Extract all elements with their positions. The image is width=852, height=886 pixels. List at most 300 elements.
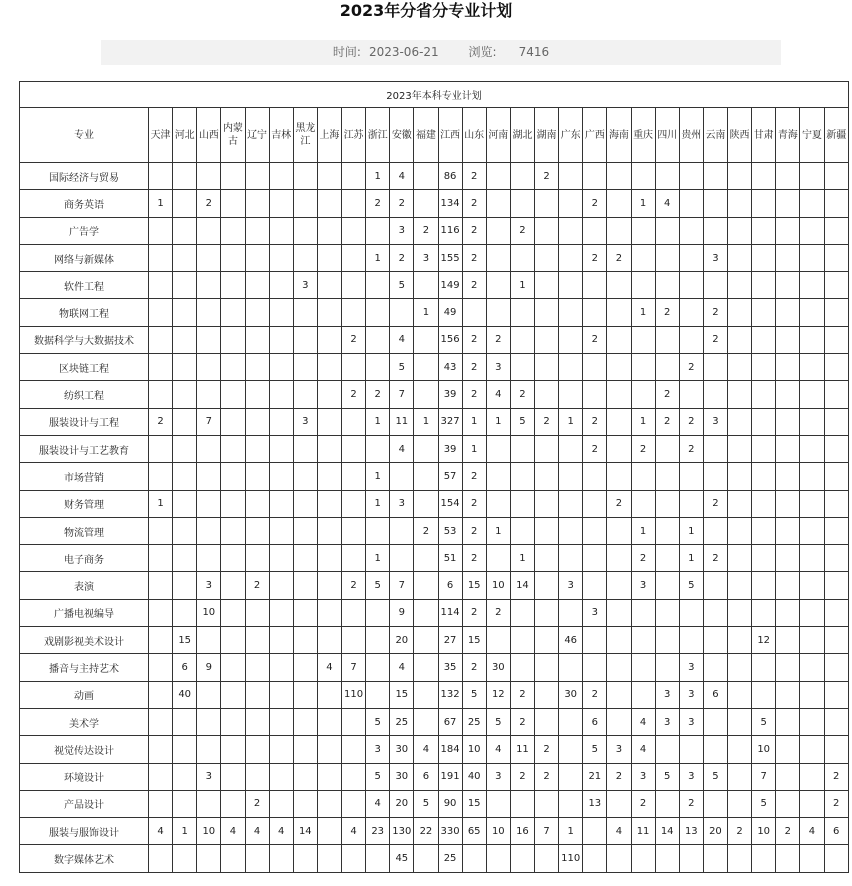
plan-count-cell: 2 bbox=[462, 599, 486, 626]
plan-count-cell bbox=[800, 244, 824, 271]
plan-count-cell bbox=[679, 217, 703, 244]
plan-count-cell bbox=[824, 545, 848, 572]
plan-count-cell bbox=[366, 681, 390, 708]
plan-count-cell: 2 bbox=[149, 408, 173, 435]
plan-count-cell bbox=[342, 545, 366, 572]
province-header: 贵州 bbox=[679, 108, 703, 163]
plan-count-cell bbox=[655, 435, 679, 462]
table-row bbox=[20, 517, 849, 544]
plan-count-cell: 15 bbox=[462, 572, 486, 599]
plan-count-cell: 30 bbox=[559, 681, 583, 708]
plan-count-cell bbox=[317, 381, 341, 408]
plan-count-cell: 5 bbox=[366, 763, 390, 790]
page-title: 2023年分省分专业计划 bbox=[339, 1, 513, 20]
plan-count-cell bbox=[221, 217, 245, 244]
major-name: 纺织工程 bbox=[20, 381, 149, 408]
plan-count-cell bbox=[486, 299, 510, 326]
plan-count-cell: 7 bbox=[197, 408, 221, 435]
plan-count-cell bbox=[149, 217, 173, 244]
plan-count-cell bbox=[800, 381, 824, 408]
plan-count-cell bbox=[173, 490, 197, 517]
plan-count-cell bbox=[269, 517, 293, 544]
plan-count-cell bbox=[655, 627, 679, 654]
plan-count-cell: 2 bbox=[342, 326, 366, 353]
plan-count-cell bbox=[752, 654, 776, 681]
plan-count-cell bbox=[293, 572, 317, 599]
plan-count-cell bbox=[559, 654, 583, 681]
province-header: 广西 bbox=[583, 108, 607, 163]
plan-count-cell: 25 bbox=[438, 845, 462, 872]
plan-count-cell bbox=[173, 463, 197, 490]
plan-count-cell bbox=[269, 272, 293, 299]
plan-count-cell bbox=[607, 326, 631, 353]
plan-count-cell bbox=[293, 790, 317, 817]
plan-count-cell: 1 bbox=[366, 463, 390, 490]
plan-count-cell bbox=[293, 708, 317, 735]
plan-count-cell: 2 bbox=[486, 599, 510, 626]
plan-count-cell bbox=[752, 435, 776, 462]
plan-count-cell bbox=[317, 790, 341, 817]
plan-count-cell bbox=[149, 435, 173, 462]
plan-count-cell bbox=[535, 326, 559, 353]
plan-count-cell bbox=[486, 190, 510, 217]
plan-count-cell bbox=[776, 408, 800, 435]
plan-count-cell: 149 bbox=[438, 272, 462, 299]
plan-count-cell bbox=[535, 490, 559, 517]
plan-count-cell: 12 bbox=[486, 681, 510, 708]
plan-count-cell: 1 bbox=[679, 517, 703, 544]
plan-count-cell bbox=[535, 354, 559, 381]
plan-count-cell bbox=[728, 163, 752, 190]
plan-count-cell bbox=[800, 408, 824, 435]
plan-count-cell bbox=[149, 463, 173, 490]
plan-count-cell: 3 bbox=[679, 708, 703, 735]
plan-count-cell: 2 bbox=[655, 408, 679, 435]
plan-count-cell bbox=[317, 708, 341, 735]
plan-count-cell: 30 bbox=[390, 763, 414, 790]
plan-count-cell bbox=[607, 845, 631, 872]
plan-count-cell bbox=[679, 326, 703, 353]
plan-count-cell bbox=[221, 163, 245, 190]
plan-count-cell: 5 bbox=[414, 790, 438, 817]
plan-count-cell bbox=[559, 599, 583, 626]
plan-count-cell: 6 bbox=[583, 708, 607, 735]
plan-count-cell bbox=[414, 463, 438, 490]
plan-count-cell: 2 bbox=[679, 354, 703, 381]
plan-count-cell bbox=[607, 572, 631, 599]
plan-count-cell: 1 bbox=[631, 190, 655, 217]
plan-count-cell bbox=[703, 381, 727, 408]
plan-count-cell bbox=[631, 599, 655, 626]
plan-count-cell bbox=[221, 408, 245, 435]
plan-count-cell bbox=[607, 627, 631, 654]
plan-count-cell bbox=[197, 299, 221, 326]
plan-count-cell bbox=[486, 435, 510, 462]
plan-count-cell: 53 bbox=[438, 517, 462, 544]
major-name: 环境设计 bbox=[20, 763, 149, 790]
plan-count-cell bbox=[149, 517, 173, 544]
plan-count-cell bbox=[197, 381, 221, 408]
plan-count-cell: 2 bbox=[390, 190, 414, 217]
plan-count-cell bbox=[583, 272, 607, 299]
plan-count-cell bbox=[342, 736, 366, 763]
plan-count-cell: 23 bbox=[366, 818, 390, 845]
plan-count-cell bbox=[173, 545, 197, 572]
plan-count-cell: 2 bbox=[631, 545, 655, 572]
publish-date: 2023-06-21 bbox=[368, 45, 439, 59]
table-row bbox=[20, 599, 849, 626]
plan-count-cell: 6 bbox=[414, 763, 438, 790]
plan-count-cell: 7 bbox=[390, 381, 414, 408]
plan-count-cell bbox=[317, 190, 341, 217]
table-row bbox=[20, 463, 849, 490]
plan-count-cell: 10 bbox=[486, 818, 510, 845]
plan-count-cell bbox=[607, 708, 631, 735]
plan-count-cell: 3 bbox=[293, 408, 317, 435]
plan-count-cell bbox=[245, 763, 269, 790]
plan-count-cell bbox=[510, 627, 534, 654]
plan-count-cell: 16 bbox=[510, 818, 534, 845]
plan-count-cell bbox=[631, 217, 655, 244]
plan-count-cell bbox=[800, 599, 824, 626]
plan-count-cell bbox=[655, 545, 679, 572]
plan-count-cell bbox=[221, 763, 245, 790]
plan-count-cell bbox=[414, 163, 438, 190]
plan-count-cell: 90 bbox=[438, 790, 462, 817]
plan-count-cell bbox=[221, 435, 245, 462]
plan-count-cell bbox=[221, 272, 245, 299]
plan-count-cell bbox=[269, 845, 293, 872]
plan-count-cell bbox=[800, 763, 824, 790]
major-name: 戏剧影视美术设计 bbox=[20, 627, 149, 654]
plan-count-cell: 3 bbox=[583, 599, 607, 626]
plan-count-cell bbox=[655, 599, 679, 626]
plan-count-cell bbox=[728, 408, 752, 435]
plan-count-cell: 6 bbox=[438, 572, 462, 599]
plan-count-cell: 2 bbox=[462, 490, 486, 517]
plan-count-cell: 2 bbox=[583, 326, 607, 353]
plan-count-cell bbox=[752, 572, 776, 599]
plan-table-container bbox=[19, 81, 848, 873]
plan-count-cell bbox=[245, 163, 269, 190]
plan-count-cell: 7 bbox=[535, 818, 559, 845]
province-header: 湖南 bbox=[535, 108, 559, 163]
plan-count-cell bbox=[149, 654, 173, 681]
plan-count-cell bbox=[245, 517, 269, 544]
plan-count-cell: 5 bbox=[486, 708, 510, 735]
plan-count-cell bbox=[607, 654, 631, 681]
plan-count-cell bbox=[366, 599, 390, 626]
plan-count-cell bbox=[703, 354, 727, 381]
plan-count-cell bbox=[776, 517, 800, 544]
plan-count-cell bbox=[752, 354, 776, 381]
plan-count-cell: 2 bbox=[583, 190, 607, 217]
plan-count-cell bbox=[679, 736, 703, 763]
plan-count-cell: 15 bbox=[462, 627, 486, 654]
plan-count-cell bbox=[559, 190, 583, 217]
plan-count-cell bbox=[269, 681, 293, 708]
plan-count-cell bbox=[342, 435, 366, 462]
plan-count-cell bbox=[752, 190, 776, 217]
plan-count-cell bbox=[703, 599, 727, 626]
plan-count-cell: 5 bbox=[752, 708, 776, 735]
plan-count-cell bbox=[293, 463, 317, 490]
plan-count-cell bbox=[824, 490, 848, 517]
plan-count-cell: 40 bbox=[462, 763, 486, 790]
plan-count-cell: 4 bbox=[366, 790, 390, 817]
plan-count-cell bbox=[293, 517, 317, 544]
province-header: 河北 bbox=[173, 108, 197, 163]
plan-count-cell: 1 bbox=[149, 490, 173, 517]
plan-count-cell bbox=[800, 163, 824, 190]
plan-count-cell bbox=[824, 599, 848, 626]
plan-count-cell: 2 bbox=[679, 790, 703, 817]
table-row bbox=[20, 190, 849, 217]
plan-count-cell: 2 bbox=[486, 326, 510, 353]
plan-count-cell bbox=[173, 708, 197, 735]
table-row bbox=[20, 763, 849, 790]
plan-count-cell bbox=[317, 272, 341, 299]
plan-count-cell bbox=[197, 463, 221, 490]
plan-count-cell bbox=[486, 490, 510, 517]
plan-count-cell bbox=[800, 845, 824, 872]
major-name: 视觉传达设计 bbox=[20, 736, 149, 763]
plan-count-cell: 3 bbox=[197, 763, 221, 790]
province-header: 河南 bbox=[486, 108, 510, 163]
plan-count-cell bbox=[776, 790, 800, 817]
plan-count-cell: 1 bbox=[366, 545, 390, 572]
plan-count-cell bbox=[317, 517, 341, 544]
plan-count-cell bbox=[776, 190, 800, 217]
plan-count-cell bbox=[221, 244, 245, 271]
plan-count-cell bbox=[414, 190, 438, 217]
plan-count-cell: 2 bbox=[245, 790, 269, 817]
plan-count-cell bbox=[317, 244, 341, 271]
plan-count-cell bbox=[824, 163, 848, 190]
plan-count-cell: 65 bbox=[462, 818, 486, 845]
plan-count-cell bbox=[486, 545, 510, 572]
plan-count-cell: 10 bbox=[486, 572, 510, 599]
plan-count-cell bbox=[317, 545, 341, 572]
plan-count-cell: 2 bbox=[824, 790, 848, 817]
plan-count-cell bbox=[317, 217, 341, 244]
table-row bbox=[20, 354, 849, 381]
plan-count-cell bbox=[221, 354, 245, 381]
plan-count-cell: 5 bbox=[679, 572, 703, 599]
plan-count-cell bbox=[149, 736, 173, 763]
plan-count-cell bbox=[342, 217, 366, 244]
plan-count-cell bbox=[245, 845, 269, 872]
major-name: 国际经济与贸易 bbox=[20, 163, 149, 190]
plan-count-cell bbox=[342, 408, 366, 435]
plan-count-cell: 3 bbox=[655, 681, 679, 708]
plan-count-cell bbox=[559, 354, 583, 381]
plan-count-cell bbox=[390, 545, 414, 572]
plan-count-cell: 2 bbox=[655, 299, 679, 326]
province-header: 辽宁 bbox=[245, 108, 269, 163]
plan-count-cell bbox=[269, 190, 293, 217]
plan-count-cell bbox=[631, 654, 655, 681]
plan-count-cell bbox=[173, 272, 197, 299]
plan-count-cell bbox=[776, 435, 800, 462]
plan-count-cell bbox=[655, 463, 679, 490]
province-header: 天津 bbox=[149, 108, 173, 163]
plan-count-cell: 4 bbox=[390, 654, 414, 681]
plan-count-cell bbox=[414, 490, 438, 517]
plan-count-cell bbox=[293, 190, 317, 217]
plan-count-cell: 2 bbox=[583, 244, 607, 271]
plan-count-cell: 2 bbox=[390, 244, 414, 271]
plan-count-cell bbox=[776, 599, 800, 626]
plan-count-cell bbox=[149, 299, 173, 326]
plan-count-cell bbox=[535, 244, 559, 271]
plan-count-cell: 1 bbox=[679, 545, 703, 572]
plan-count-cell bbox=[317, 763, 341, 790]
plan-count-cell bbox=[752, 545, 776, 572]
plan-count-cell bbox=[149, 244, 173, 271]
plan-count-cell bbox=[535, 708, 559, 735]
plan-count-cell bbox=[728, 326, 752, 353]
major-name: 广播电视编导 bbox=[20, 599, 149, 626]
plan-count-cell bbox=[173, 763, 197, 790]
plan-count-cell bbox=[559, 244, 583, 271]
plan-count-cell bbox=[342, 299, 366, 326]
plan-count-cell: 2 bbox=[510, 381, 534, 408]
plan-count-cell bbox=[173, 572, 197, 599]
plan-count-cell bbox=[197, 790, 221, 817]
plan-count-cell bbox=[269, 790, 293, 817]
table-row bbox=[20, 790, 849, 817]
plan-count-cell: 14 bbox=[510, 572, 534, 599]
plan-count-cell bbox=[631, 354, 655, 381]
plan-count-cell bbox=[173, 517, 197, 544]
plan-count-cell bbox=[269, 627, 293, 654]
plan-count-cell bbox=[293, 736, 317, 763]
plan-count-cell bbox=[317, 681, 341, 708]
plan-count-cell bbox=[342, 163, 366, 190]
plan-count-cell: 14 bbox=[293, 818, 317, 845]
plan-count-cell bbox=[269, 408, 293, 435]
plan-count-cell: 5 bbox=[510, 408, 534, 435]
plan-count-cell bbox=[583, 217, 607, 244]
plan-count-cell: 4 bbox=[486, 381, 510, 408]
major-name: 物联网工程 bbox=[20, 299, 149, 326]
plan-count-cell bbox=[655, 572, 679, 599]
plan-count-cell: 6 bbox=[824, 818, 848, 845]
plan-count-cell: 132 bbox=[438, 681, 462, 708]
plan-count-cell bbox=[703, 708, 727, 735]
plan-count-cell bbox=[631, 272, 655, 299]
plan-count-cell: 2 bbox=[462, 244, 486, 271]
major-name: 动画 bbox=[20, 681, 149, 708]
plan-count-cell bbox=[752, 244, 776, 271]
plan-count-cell bbox=[293, 545, 317, 572]
plan-count-cell bbox=[728, 190, 752, 217]
plan-count-cell: 20 bbox=[390, 790, 414, 817]
plan-count-cell bbox=[149, 681, 173, 708]
plan-count-cell bbox=[173, 736, 197, 763]
plan-count-cell: 2 bbox=[607, 490, 631, 517]
plan-count-cell bbox=[607, 545, 631, 572]
plan-count-cell bbox=[679, 490, 703, 517]
plan-count-cell: 1 bbox=[366, 408, 390, 435]
plan-count-cell bbox=[293, 763, 317, 790]
plan-count-cell: 3 bbox=[655, 708, 679, 735]
plan-count-cell: 57 bbox=[438, 463, 462, 490]
plan-count-cell bbox=[293, 217, 317, 244]
plan-count-cell bbox=[728, 463, 752, 490]
plan-count-cell: 2 bbox=[342, 572, 366, 599]
plan-count-cell bbox=[173, 845, 197, 872]
plan-count-cell bbox=[535, 299, 559, 326]
plan-count-cell bbox=[173, 299, 197, 326]
plan-count-cell bbox=[510, 517, 534, 544]
plan-count-cell bbox=[631, 681, 655, 708]
plan-count-cell bbox=[728, 627, 752, 654]
plan-count-cell bbox=[607, 681, 631, 708]
plan-count-cell bbox=[607, 790, 631, 817]
plan-count-cell bbox=[173, 354, 197, 381]
plan-count-cell bbox=[824, 845, 848, 872]
table-row bbox=[20, 818, 849, 845]
plan-count-cell bbox=[245, 244, 269, 271]
plan-count-cell: 5 bbox=[366, 572, 390, 599]
plan-count-cell bbox=[269, 763, 293, 790]
plan-count-cell bbox=[559, 790, 583, 817]
plan-count-cell bbox=[197, 244, 221, 271]
plan-count-cell bbox=[535, 599, 559, 626]
table-row bbox=[20, 627, 849, 654]
plan-count-cell bbox=[149, 763, 173, 790]
plan-count-cell bbox=[679, 845, 703, 872]
plan-count-cell bbox=[197, 681, 221, 708]
plan-count-cell bbox=[535, 545, 559, 572]
plan-count-cell bbox=[703, 572, 727, 599]
plan-count-cell bbox=[486, 244, 510, 271]
plan-count-cell bbox=[679, 272, 703, 299]
plan-count-cell bbox=[559, 545, 583, 572]
province-header: 山西 bbox=[197, 108, 221, 163]
plan-count-cell bbox=[366, 326, 390, 353]
plan-count-cell bbox=[728, 654, 752, 681]
plan-count-cell: 3 bbox=[390, 217, 414, 244]
plan-count-cell: 3 bbox=[703, 244, 727, 271]
plan-count-cell bbox=[149, 272, 173, 299]
plan-count-cell bbox=[245, 736, 269, 763]
plan-count-cell bbox=[173, 408, 197, 435]
plan-count-cell bbox=[776, 299, 800, 326]
plan-count-cell bbox=[800, 435, 824, 462]
plan-count-cell: 2 bbox=[607, 244, 631, 271]
plan-count-cell bbox=[414, 435, 438, 462]
plan-count-cell: 1 bbox=[486, 517, 510, 544]
plan-count-cell bbox=[776, 763, 800, 790]
plan-count-cell: 110 bbox=[559, 845, 583, 872]
major-name: 软件工程 bbox=[20, 272, 149, 299]
plan-count-cell: 1 bbox=[366, 163, 390, 190]
plan-count-cell bbox=[173, 163, 197, 190]
plan-count-cell bbox=[752, 599, 776, 626]
plan-count-cell bbox=[293, 654, 317, 681]
plan-count-cell bbox=[414, 326, 438, 353]
plan-count-cell bbox=[535, 517, 559, 544]
plan-count-cell bbox=[800, 354, 824, 381]
table-caption: 2023年本科专业计划 bbox=[20, 82, 849, 108]
major-name: 数据科学与大数据技术 bbox=[20, 326, 149, 353]
major-name: 商务英语 bbox=[20, 190, 149, 217]
plan-count-cell: 4 bbox=[221, 818, 245, 845]
plan-count-cell: 2 bbox=[728, 818, 752, 845]
